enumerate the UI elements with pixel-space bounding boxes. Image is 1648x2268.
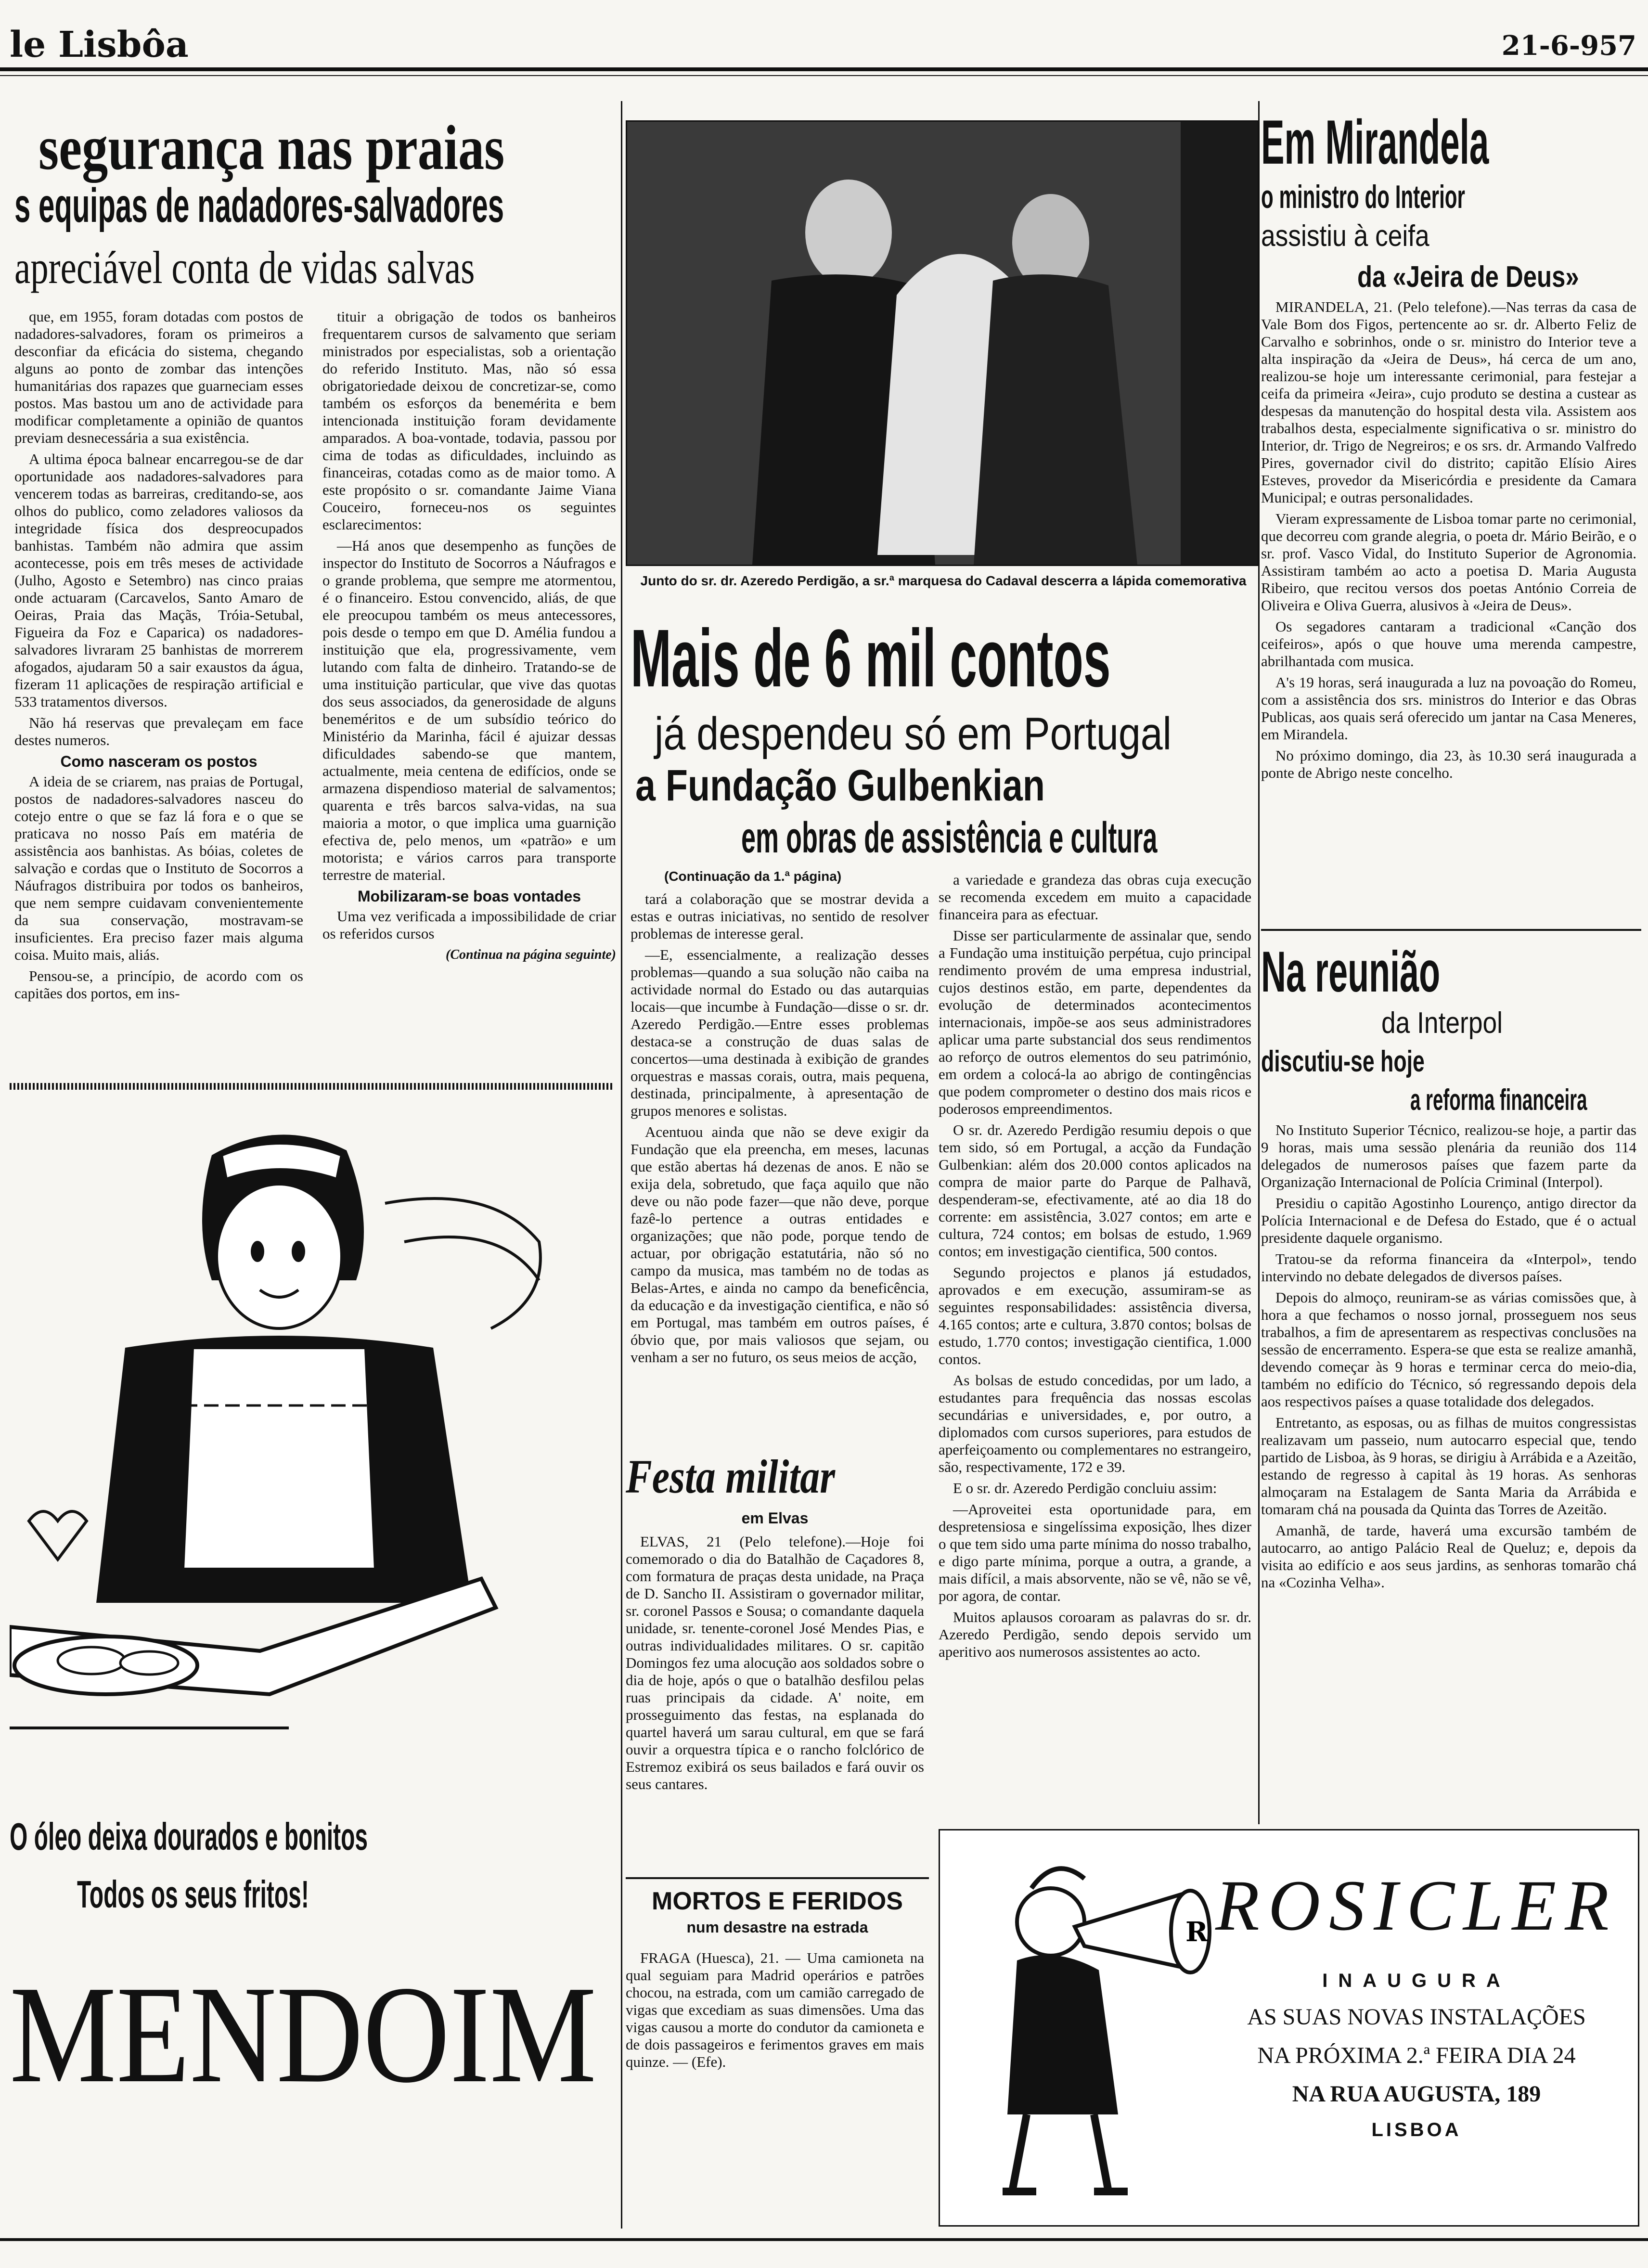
rosicler-brand: ROSICLER (1215, 1866, 1618, 1946)
mirandela-article (1261, 106, 1641, 934)
mirandela-subhead: o ministro do Interior (1261, 179, 1465, 215)
subhead-postos: Como nasceram os postos (60, 753, 258, 770)
mirandela-body: MIRANDELA, 21. (Pelo telefone).—Nas terras da casa de Vale Bom dos Figos, pertencente ao sr. dr. Alberto Feliz de Carvalho e sobrinhos, onde o sr. ministro do Interior teve a alta inspiração da «Jeira de Deus», há cerca de um ano, realizou-se hoje um interessante cerimonial, para festejar a ceifa da primeira «Jeira», cujo produto se destina a custear as despesas da manutenção do hospital desta vila. Assistem aos trabalhos desta, especialmente significativa o sr. ministro do Interior, dr. Trigo de Negreiros; e os srs. dr. Armando Valfredo Pires, governador civil do distrito; capitão Elísio Aires Esteves, provedor da Misericórdia e presidente da Camara Municipal; e outras personalidades. Vieram expressamente de Lisboa tomar parte no cerimonial, que decorreu com grande alegria, o poeta dr. Mário Beirão, e o sr. prof. Vasco Vidal, do Instituto Superior de Agronomia. Assistiram também ao acto a poetisa D. Maria Augusta Ribeiro, que recitou versos dos poetas António Correia de Oliveira e Oliva Guerra, alusivos à «Jeira de Deus». Os segadores cantaram a tradicional «Canção dos ceifeiros», após o que houve uma merenda campestre, abrilhantada com musica. A's 19 horas, será inaugurada a luz na povoação do Romeu, com a assistência dos srs. ministros do Interior e das Obras Publicas, aos quais será oferecido um jantar na Casa Meneres, em Mirandela. No próximo domingo, dia 23, às 10.30 será inaugurada a ponte de Abrigo neste concelho. (1261, 298, 1636, 781)
festa-headline: Festa militar (626, 1450, 836, 1503)
oil-ad-brand: MENDOIM (10, 1957, 597, 2112)
rosicler-ad (939, 1829, 1639, 2227)
paper-name: le Lisbôa (10, 24, 189, 65)
continue-note: (Continua na página seguinte) (446, 947, 616, 962)
mortos-headline: MORTOS E FERIDOS (652, 1887, 903, 1915)
mortos-article (626, 1887, 929, 2224)
svg-text:R: R (1185, 1916, 1208, 1948)
gulbenkian-column-2: a variedade e grandeza das obras cuja execução se recomenda excedem em muito a capacidade financeira para as efectuar. Disse ser particularmente de assinalar que, sendo a Fundação uma instituição perpétua, cujo principal rendimento provém de uma empresa industrial, cujos destinos estão, em parte, dependentes da evolução de determinados acontecimentos internacionais, impõe-se aos seus administradores aplicar uma parte substancial dos seus rendimentos ao reforço de outros elementos do seu património, em ordem a colocá-la ao abrigo de contingências que podem comprometer o destino dos mais ricos e poderosos empreendimentos. O sr. dr. Azeredo Perdigão resumiu depois o que tem sido, só em Portugal, a acção da Fundação Gulbenkian: além dos 20.000 contos aplicados na compra de maior parte do Parque de Palhavã, despenderam-se, efectivamente, até ao dia 18 do corrente: em assistência, 3.027 contos; em arte e cultura, 724 contos; em bolsas de estudo, 1.969 contos; em investigação cientifica, 500 contos. Segundo projectos e planos já estudados, aprovados e em execução, assumiram-se as seguintes responsabilidades: assistência diversa, 4.165 contos; arte e cultura, 3.870 contos; bolsas de estudo, 1.770 contos; investigação cientifica, 1.000 contos. As bolsas de estudo concedidas, por um lado, a estudantes para frequência das nossas escolas secundárias e universidades, e, por outro, a diplomados com cursos superiores, para estudos de aperfeiçoamento ou complementares no estrangeiro, são, respectivamente, 172 e 39. E o sr. dr. Azeredo Perdigão concluiu assim: —Aproveitei esta oportunidade para, em despretensiosa e singelíssima exposição, lhes dizer o que tem sido uma parte mínima do nosso trabalho, e digo parte mínima, porque a outra, a grande, a mais difícil, a mais absorvente, não se vê, não se vê, por agora, de contar. Muitos aplausos coroaram as palavras do sr. dr. Azeredo Perdigão, sendo depois servido um aperitivo aos numerosos assistentes ao acto. (939, 871, 1251, 1660)
mirandela-subhead-2: assistiu à ceifa (1261, 219, 1429, 253)
rosicler-line-4: NA RUA AUGUSTA, 189 (1292, 2081, 1541, 2107)
masthead-rule-thin (0, 75, 1648, 76)
mirandela-subhead-3: da «Jeira de Deus» (1357, 260, 1579, 294)
herald-trumpeter-icon (959, 1845, 1229, 2211)
rosicler-line-3: NA PRÓXIMA 2.ª FEIRA DIA 24 (1257, 2043, 1576, 2068)
beach-column-1: que, em 1955, foram dotadas com postos de nadadores-salvadores, foram os primeiros a desconfiar da eficácia do sistema, chegando alguns ao ponto de zombar das intenções humanitárias dos rapazes que guarneciam esses postos. Mas bastou um ano de actividade para modificar completamente a opinião de quantos previam desnecessária a sua existência. A ultima época balnear encarregou-se de dar oportunidade aos nadadores-salvadores para vencerem todas as barreiras, creditando-se, aos olhos do publico, como zeladores valiosos da integridade física dos despreocupados banhistas. Também não admira que assim acontecesse, pois em três meses de actividade (Julho, Agosto e Setembro) nas cinco praias onde actuaram (Carcavelos, Santo Amaro de Oeiras, Praia das Maçãs, Tróia-Setubal, Figueira da Foz e Caparica) os nadadores-salvadores livraram 25 banhistas de morrerem afogados, ajudaram 50 a sair exaustos da água, fizeram 11 aplicações de respiração artificial e 533 tratamentos diversos. Não há reservas que prevaleçam em face destes numeros. Como nasceram os postos A ideia de se criarem, nas praias de Portugal, postos de nadadores-salvadores nasceu do cotejo entre o que se faz lá fora e o que se praticava no nosso País em matéria de assistência aos banhistas. As bóias, coletes de salvação e cordas que o Instituto de Socorros a Náufragos distribuira por todos os banheiros, que nem sempre cuidavam convenientemente da sua conservação, mostravam-se insuficientes. Era preciso fazer mais alguma coisa. Muito mais, aliás. Pensou-se, a princípio, de acordo com os capitães dos portos, em ins- (14, 308, 303, 1002)
beach-article (10, 101, 616, 1078)
beach-subhead-2: apreciável conta de vidas salvas (14, 242, 475, 293)
festa-rule (626, 1877, 929, 1879)
cook-illustration (10, 1097, 616, 1795)
photo-caption: Junto do sr. dr. Azeredo Perdigão, a sr.ª marquesa do Cadaval descerra a lápida comemorativa (640, 573, 1247, 588)
festa-article (626, 1449, 929, 1872)
oil-ad-line2: Todos os seus fritos! (77, 1873, 309, 1916)
festa-body: ELVAS, 21 (Pelo telefone).—Hoje foi comemorado o dia do Batalhão de Caçadores 8, com formatura de praças desta unidade, na Praça de D. Sancho II. Assistiram o governador militar, sr. coronel Passos e Sousa; o comandante daquela unidade, sr. tenente-coronel José Mendes Pias, e outras individualidades militares. O sr. capitão Domingos fez uma alocução aos soldados sobre o dia de hoje, após o que o batalhão desfilou pelas ruas principais da cidade. A' noite, em prosseguimento das festas, na esplanada do quartel haverá um sarau cultural, em que se fará ouvir a orquestra típica e o rancho folclórico de Estremoz exibirá os seus bailados e fará ouvir os seus cantares. (626, 1533, 924, 1792)
festa-subhead: em Elvas (741, 1509, 809, 1527)
subhead-boas-vontades: Mobilizaram-se boas vontades (357, 888, 581, 905)
rosicler-line-2: AS SUAS NOVAS INSTALAÇÕES (1247, 2004, 1586, 2030)
beach-headline: segurança nas praias (39, 112, 505, 183)
beach-bottom-rule (10, 1083, 614, 1090)
beach-column-2: tituir a obrigação de todos os banheiros frequentarem cursos de salvamento que seriam ministrados por especialistas, sob a orientação do referido Instituto. Mas, não só essa obrigatoriedade deixou de concretizar-se, como também os esforços da benemérita e bem intencionada instituição foram devidamente amparados. A boa-vontade, todavia, passou por cima de todas as dificuldades, incluindo as financeiras, cotadas como as de maior tomo. A este propósito o sr. comandante Jaime Viana Couceiro, forneceu-nos os seguintes esclarecimentos: —Há anos que desempenho as funções de inspector do Instituto de Socorros a Náufragos e o grande problema, que sempre me atormentou, é o financeiro. Estou convencido, aliás, de que ele preocupou também os meus antecessores, pois desde o tempo em que D. Amélia fundou a instituição que ela, progressivamente, vem lutando com falta de dinheiro. Tratando-se de uma instituição particular, que vive das quotas dos seus associados, da generosidade de alguns beneméritos e de um subsídio teórico do Ministério da Marinha, fácil é ajuizar dessas dificuldades sabendo-se que mantem, actualmente, meia centena de edifícios, onde se armazena dispendioso material de salvamentos; quarenta e três barcos salva-vidas, na sua maioria a motor, o que implica uma guarnição efectiva de, pelo menos, um «patrão» e um motorista; e vários carros para transporte terrestre de material. Mobilizaram-se boas vontades Uma vez verificada a impossibilidade de criar os referidos cursos (Continua na página seguinte) (322, 308, 616, 1165)
interpol-subhead-3: a reforma financeira (1410, 1083, 1587, 1117)
oil-ad-line1: O óleo deixa dourados e bonitos (10, 1815, 368, 1858)
beach-subhead: s equipas de nadadores-salvadores (14, 179, 504, 232)
gulbenkian-subhead-3: em obras de assistência e cultura (741, 814, 1158, 862)
bottom-rule (0, 2238, 1648, 2241)
gulbenkian-column-1: tará a colaboração que se mostrar devida a estas e outras iniciativas, no sentido de resolver problemas de interesse geral. —E, essencialmente, a realização desses problemas—quando a sua solução não caiba na actividade normal do Estado ou das autarquias locais—que incumbe à Fundação—disse o sr. dr. Azeredo Perdigão.—Entre esses problemas destaca-se a construção de duas salas de concertos—uma destinada à exibição de grandes orquestras e massas corais, outra, mais pequena, destinada, principalmente, à apresentação de grupos menores e solistas. Acentuou ainda que não se deve exigir da Fundação que ela preencha, em meses, lacunas que estão abertas há dezenas de anos. E não se exija dela, sobretudo, que faça aquilo que não deve ou não pode fazer—que não deve, porque fazê-lo pertence a outras entidades e organizações; que não pode, porque tendo de actuar, por obrigação estatutária, não só no campo da musica, mas também no de todas as Belas-Artes, e ainda no campo da beneficência, da educação e da investigação cientifica, e não só em Portugal, mas também em outros países, é óbvio que, por mais valiosos que sejam, ou venham a ser no futuro, os seus meios de acção, (631, 890, 929, 1366)
interpol-subhead-2: discutiu-se hoje (1261, 1045, 1425, 1078)
interpol-subhead: da Interpol (1381, 1006, 1503, 1040)
rosicler-line-1: INAUGURA (1322, 1970, 1511, 1991)
gulbenkian-subhead-2: a Fundação Gulbenkian (635, 761, 1045, 810)
masthead-rule (0, 67, 1648, 71)
gulbenkian-headline: Mais de 6 mil contos (631, 613, 1111, 704)
oil-ad (10, 1097, 616, 2229)
column-separator-middle (1258, 101, 1260, 1824)
masthead (10, 19, 1636, 91)
issue-date: 21-6-957 (1501, 30, 1636, 62)
mortos-subhead: num desastre na estrada (686, 1919, 868, 1936)
interpol-headline: Na reunião (1261, 940, 1441, 1004)
ceremony-photo (626, 120, 1259, 566)
interpol-article (1261, 939, 1641, 1781)
rosicler-line-5: LISBOA (1371, 2119, 1462, 2140)
mortos-body: FRAGA (Huesca), 21. — Uma camioneta na qual seguiam para Madrid operários e patrões chocou, na estrada, com um camião carregado de vigas que excediam as suas dimensões. Uma das vigas causou a morte do condutor da camioneta e de dois passageiros e ferimentos graves em mais quinze. — (Efe). (626, 1949, 924, 2070)
interpol-body: No Instituto Superior Técnico, realizou-se hoje, a partir das 9 horas, mais uma sessão plenária da reunião dos 114 delegados de numerosos países que fazem parte da Organização Internacional de Polícia Criminal (Interpol). Presidiu o capitão Agostinho Lourenço, antigo director da Polícia Internacional e de Defesa do Estado, que é o actual presidente daquele organismo. Tratou-se da reforma financeira da «Interpol», tendo intervindo no debate delegados de diversos países. Depois do almoço, reuniram-se as várias comissões que, à hora a que fechamos o nosso jornal, prosseguem nos seus trabalhos, a fim de apresentarem as respectivas conclusões na sessão de encerramento. Espera-se que esta se realize amanhã, devendo começar às 9 horas e terminar cerca do meio-dia, também no edifício do Técnico, só regressando depois dela aos respectivos países a quase totalidade dos delegados. Entretanto, as esposas, ou as filhas de muitos congressistas realizavam um passeio, num autocarro especial que, tendo partido de Lisboa, às 9 horas, se dirigiu à Arrábida e a Azeitão, estando de regresso à capital às 19 horas. As senhoras almoçaram na Estalagem de Santa Maria da Arrábida e tomaram chá na pousada da Quinta das Torres de Azeitão. Amanhã, de tarde, haverá uma excursão também de autocarro, ao antigo Palácio Real de Queluz; e, depois da visita ao edifício e aos seus jardins, as senhoras tomarão chá na «Cozinha Velha». (1261, 1121, 1636, 1591)
gulbenkian-subhead: já despendeu só em Portugal (655, 708, 1172, 760)
continuation-note: (Continuação da 1.ª página) (664, 869, 842, 884)
mirandela-rule (1261, 929, 1641, 931)
column-separator-left (621, 101, 622, 2229)
mirandela-headline: Em Mirandela (1261, 107, 1489, 177)
